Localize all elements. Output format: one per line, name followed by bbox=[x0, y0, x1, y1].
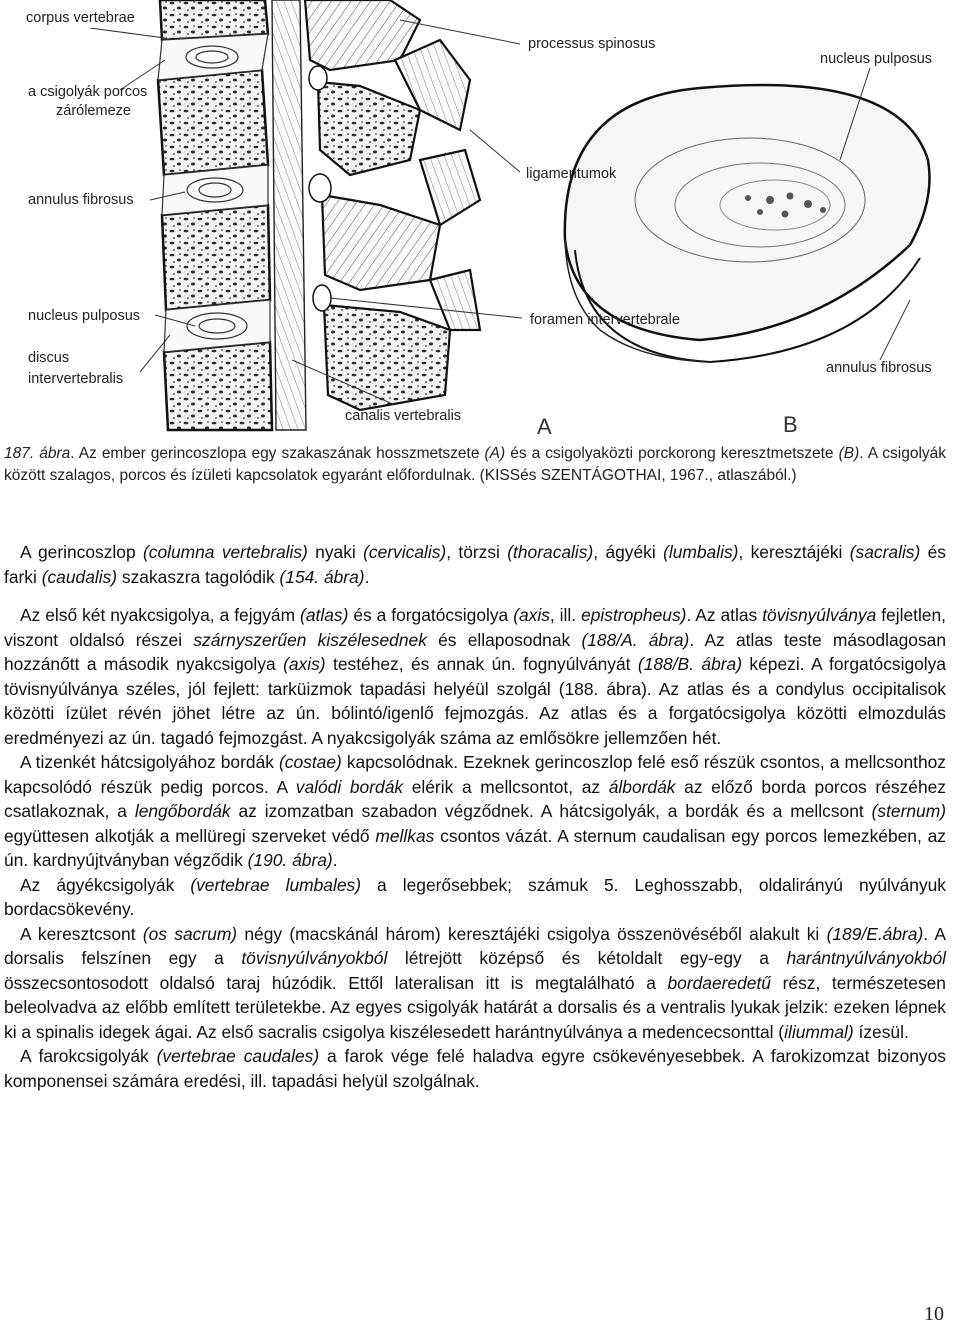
text-segment: (axis bbox=[513, 605, 550, 625]
text-segment: együttesen alkotják a mellüregi szerveket védő bbox=[4, 825, 376, 846]
text-segment: (vertebrae lumbales) bbox=[190, 874, 361, 895]
text-segment: fejletlen, viszont oldalsó részei bbox=[4, 605, 946, 650]
label-zarolemez-2: zárólemeze bbox=[56, 103, 131, 119]
text-segment: és a forgatócsigolya bbox=[348, 605, 514, 625]
text-segment: (sacralis) bbox=[849, 542, 921, 562]
text-segment: harántnyúlványokból bbox=[786, 948, 946, 968]
text-segment: (costae) bbox=[278, 752, 342, 772]
text-segment: és ellaposodnak bbox=[426, 629, 582, 650]
text-segment: testéhez, és annak ún. fognyúlványát bbox=[325, 654, 638, 674]
text-segment: , ágyéki bbox=[593, 542, 664, 562]
label-A: A bbox=[537, 414, 552, 439]
text-segment: (axis) bbox=[283, 654, 326, 674]
figure-caption bbox=[4, 443, 946, 486]
posterior-ligament bbox=[272, 0, 306, 430]
paragraph-2 bbox=[4, 603, 946, 750]
label-foramen: foramen intervertebrale bbox=[530, 312, 680, 328]
label-annulus-right: annulus fibrosus bbox=[826, 360, 932, 376]
text-segment: (188/B. ábra) bbox=[637, 654, 743, 674]
text-segment: epistropheus) bbox=[581, 605, 687, 625]
text-segment: A keresztcsont bbox=[20, 923, 143, 944]
text-segment: nyaki bbox=[307, 542, 364, 562]
text-segment: . bbox=[332, 850, 338, 870]
label-annulus-left: annulus fibrosus bbox=[28, 192, 134, 208]
page-number: 10 bbox=[924, 1303, 944, 1325]
text-segment: álbordák bbox=[608, 776, 676, 797]
text-segment: . A dorsalis felszínen egy a bbox=[4, 923, 947, 968]
paragraph-6 bbox=[4, 1044, 946, 1093]
caption-s1: . Az ember gerincoszlopa egy szakaszának hosszmetszete bbox=[70, 445, 485, 462]
text-segment: és farki bbox=[4, 542, 946, 587]
caption-s3: és a csigolyaközti porckorong keresztmetszete bbox=[505, 445, 839, 462]
label-zarolemez-1: a csigolyák porcos bbox=[28, 84, 148, 100]
label-B: B bbox=[783, 412, 798, 437]
text-segment: tövisnyúlványa bbox=[762, 605, 877, 625]
text-segment: szárnyszerűen kiszélesednek bbox=[193, 629, 427, 650]
text-segment: iliummal) bbox=[784, 1021, 854, 1042]
caption-lead: 187. ábra bbox=[4, 445, 71, 462]
caption-s2: (A) bbox=[484, 445, 506, 462]
text-segment: (sternum) bbox=[871, 801, 946, 821]
text-segment: ízesül. bbox=[853, 1021, 909, 1042]
text-segment: tövisnyúlványokból bbox=[241, 948, 388, 968]
text-segment: A farokcsigolyák bbox=[20, 1046, 157, 1066]
text-segment: négy (macskánál három) keresztájéki csigolya összenövéséből alakult ki bbox=[237, 923, 827, 944]
paragraph-5 bbox=[4, 922, 946, 1045]
text-segment: képezi. A forgatócsigolya tövisnyúlványa széles, jól fejlett: tarküizmok tapadási helyéül szolgál (188. ábra). Az atlas és a condylus occipitalisok közötti ízület révén jöhet létre az ún. bólintó/igenlő fejmozgás. Az atlas és a forgatócsigolya közötti elmozdulás eredményezi az ún. tagadó fejmozgást. A nyakcsigolyák száma az emlősökre jellemzően hét. bbox=[4, 654, 947, 748]
text-segment: . Az atlas teste másodlagosan hozzánőtt a második nyakcsigolya bbox=[4, 629, 947, 674]
label-nucleus-left: nucleus pulposus bbox=[28, 308, 141, 324]
vertebral-column bbox=[90, 0, 522, 430]
text-segment: , ill. bbox=[549, 605, 582, 625]
text-segment: a legerősebbek; számuk 5. Leghosszabb, oldalirányú nyúlványuk bordacsökevény. bbox=[4, 874, 947, 919]
text-segment: (188/A. ábra) bbox=[581, 629, 690, 650]
spine-figure bbox=[0, 0, 960, 440]
paragraph-1 bbox=[4, 540, 946, 589]
text-segment: Az első két nyakcsigolya, a fejgyám bbox=[20, 605, 301, 625]
caption-s4: (B) bbox=[838, 445, 860, 462]
label-corpus: corpus vertebrae bbox=[26, 10, 135, 26]
text-segment: az előző borda porcos részéhez csatlakoznak, a bbox=[4, 776, 946, 821]
text-segment: (thoracalis) bbox=[507, 542, 594, 562]
text-segment: , törzsi bbox=[446, 542, 508, 562]
text-segment: (154. ábra) bbox=[279, 566, 365, 587]
label-nucleus-top: nucleus pulposus bbox=[820, 51, 933, 67]
text-segment: Az ágyékcsigolyák bbox=[20, 874, 191, 895]
text-segment: (189/E.ábra) bbox=[826, 923, 924, 944]
text-segment: szakaszra tagolódik bbox=[117, 566, 280, 587]
text-segment: . bbox=[364, 566, 370, 587]
text-segment: elérik a mellcsontot, az bbox=[403, 776, 609, 797]
text-segment: . Az atlas bbox=[686, 605, 763, 625]
text-segment: (vertebrae caudales) bbox=[156, 1046, 320, 1066]
text-segment: valódi bordák bbox=[295, 776, 404, 797]
text-segment: rész, természetesen beleolvadva az előbb említett területekbe. Az egyes csigolyák határát a dorsalis és a ventralis lyukak jelzik: ezeken lépnek ki a spinalis idegek ágai. Az első sacralis csigolya kiszélesedett harántnyúlványa a medencecsonttal ( bbox=[4, 972, 946, 1042]
paragraph-4 bbox=[4, 873, 946, 922]
text-segment: (atlas) bbox=[300, 605, 349, 625]
label-discus-2: intervertebralis bbox=[28, 371, 124, 387]
text-segment: (190. ábra) bbox=[247, 850, 333, 870]
spinous-processes bbox=[305, 0, 480, 410]
text-segment: (columna vertebralis) bbox=[142, 542, 308, 562]
text-segment: összecsontosodott oldalsó taraj húzódik. Ettől lateralisan itt is megtalálható a bbox=[4, 972, 668, 993]
body-text bbox=[4, 540, 946, 1093]
text-segment: a farok vége felé haladva egyre csökevényesebbek. A farokizomzat bizonyos komponensei számára eredési, ill. tapadási helyül szolgálnak. bbox=[4, 1046, 946, 1091]
text-segment: , keresztájéki bbox=[738, 542, 850, 562]
text-segment: bordaeredetű bbox=[667, 972, 771, 993]
label-canalis: canalis vertebralis bbox=[345, 408, 462, 424]
text-segment: (lumbalis) bbox=[663, 542, 739, 562]
text-segment: (caudalis) bbox=[41, 566, 118, 587]
paragraph-3 bbox=[4, 750, 946, 873]
text-segment: A tizenkét hátcsigolyához bordák bbox=[20, 752, 279, 772]
text-segment: csontos vázát. A sternum caudalisan egy porcos lemezkében, az ún. kardnyújtványban végződik bbox=[4, 825, 946, 870]
text-segment: mellkas bbox=[375, 825, 435, 846]
text-segment: (os sacrum) bbox=[142, 923, 238, 944]
label-ligamentum: ligamentumok bbox=[526, 166, 617, 182]
text-segment: kapcsolódnak. Ezeknek gerincoszlop felé eső részük csontos, a mellcsonthoz kapcsolódó részük pedig porcos. A bbox=[4, 752, 946, 797]
text-segment: létrejött középső és kétoldalt egy-egy a bbox=[387, 948, 787, 968]
text-segment: A gerincoszlop bbox=[20, 542, 143, 562]
text-segment: az izomzatban szabadon végződnek. A hátcsigolyák, a bordák és a mellcsont bbox=[230, 801, 872, 821]
caption-s5: . A csigolyák között szalagos, porcos és ízületi kapcsolatok egyaránt előfordulnak. (KISSés SZENTÁGOTHAI, 1967., atlaszából.) bbox=[4, 445, 947, 484]
text-segment: (cervicalis) bbox=[363, 542, 447, 562]
label-processus: processus spinosus bbox=[528, 36, 656, 52]
text-segment: lengőbordák bbox=[134, 801, 231, 821]
label-discus-1: discus bbox=[28, 350, 70, 366]
